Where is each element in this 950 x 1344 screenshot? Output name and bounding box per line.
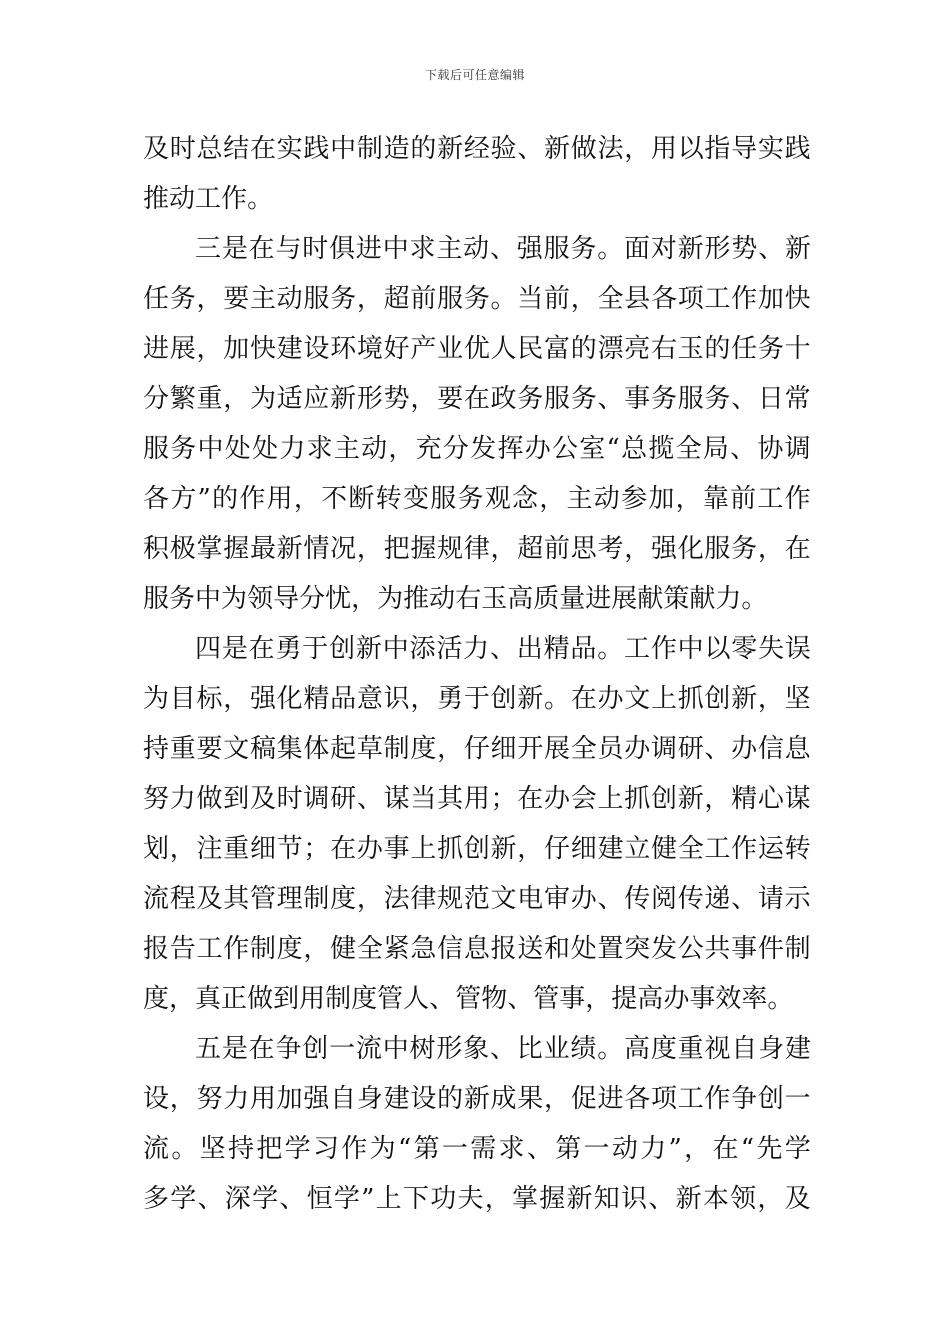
paragraph-first-line: 四 是 在 勇 于 创 新 中 添 活 力 、 出 精 品 。 工 作 中 以 零 失 误 bbox=[195, 634, 811, 664]
text-line: 及 时 总 结 在 实 践 中 制 造 的 新 经 验 、 新 做 法 ， 用 以 指 导 实 践 bbox=[143, 134, 811, 164]
text-line: 服 务 中 为 领 导 分 忧 ， 为 推 动 右 玉 高 质 量 进 展 献 策 献 力 。 bbox=[143, 584, 768, 614]
text-line: 积 极 掌 握 最 新 情 况 ， 把 握 规 律 ， 超 前 思 考 ， 强 化 服 务 ， 在 bbox=[143, 534, 811, 564]
text-line: 各 方 ” 的 作 用 ， 不 断 转 变 服 务 观 念 ， 主 动 参 加 ， 靠 前 工 作 bbox=[143, 484, 811, 514]
text-line: 多 学 、 深 学 、 恒 学 ” 上 下 功 夫 ， 掌 握 新 知 识 、 新 本 领 ， 及 bbox=[143, 1184, 811, 1214]
text-line: 设 ， 努 力 用 加 强 自 身 建 设 的 新 成 果 ， 促 进 各 项 工 作 争 创 一 bbox=[143, 1084, 811, 1114]
text-line: 任 务 ， 要 主 动 服 务 ， 超 前 服 务 。 当 前 ， 全 县 各 项 工 作 加 快 bbox=[143, 284, 811, 314]
text-line: 持 重 要 文 稿 集 体 起 草 制 度 ， 仔 细 开 展 全 员 办 调 研 、 办 信 息 bbox=[143, 734, 811, 764]
text-line: 进 展 ， 加 快 建 设 环 境 好 产 业 优 人 民 富 的 漂 亮 右 玉 的 任 务 十 bbox=[143, 334, 811, 364]
text-line: 推 动 工 作 。 bbox=[143, 184, 274, 214]
text-line: 为 目 标 ， 强 化 精 品 意 识 ， 勇 于 创 新 。 在 办 文 上 抓 创 新 ， 坚 bbox=[143, 684, 811, 714]
page-header-note: 下载后可任意编辑 bbox=[424, 68, 525, 82]
paragraph-first-line: 三 是 在 与 时 俱 进 中 求 主 动 、 强 服 务 。 面 对 新 形 势 、 新 bbox=[195, 234, 811, 264]
text-line: 流 。 坚 持 把 学 习 作 为 “ 第 一 需 求 、 第 一 动 力 ” ， 在 “ 先 学 bbox=[143, 1134, 811, 1164]
text-line: 分 繁 重 ， 为 适 应 新 形 势 ， 要 在 政 务 服 务 、 事 务 服 务 、 日 常 bbox=[143, 384, 811, 414]
document-body bbox=[143, 124, 811, 1224]
paragraph-first-line: 五 是 在 争 创 一 流 中 树 形 象 、 比 业 绩 。 高 度 重 视 自 身 建 bbox=[195, 1034, 811, 1064]
text-line: 报 告 工 作 制 度 ， 健 全 紧 急 信 息 报 送 和 处 置 突 发 公 共 事 件 制 bbox=[143, 934, 811, 964]
text-line: 服 务 中 处 处 力 求 主 动 ， 充 分 发 挥 办 公 室 “ 总 揽 全 局 、 协 调 bbox=[143, 434, 811, 464]
text-line: 努 力 做 到 及 时 调 研 、 谋 当 其 用 ； 在 办 会 上 抓 创 新 ， 精 心 谋 bbox=[143, 784, 811, 814]
text-line: 流 程 及 其 管 理 制 度 ， 法 律 规 范 文 电 审 办 、 传 阅 传 递 、 请 示 bbox=[143, 884, 811, 914]
text-line: 度 ， 真 正 做 到 用 制 度 管 人 、 管 物 、 管 事 ， 提 高 办 事 效 率 。 bbox=[143, 984, 794, 1014]
text-line: 划 ， 注 重 细 节 ； 在 办 事 上 抓 创 新 ， 仔 细 建 立 健 全 工 作 运 转 bbox=[143, 834, 811, 864]
